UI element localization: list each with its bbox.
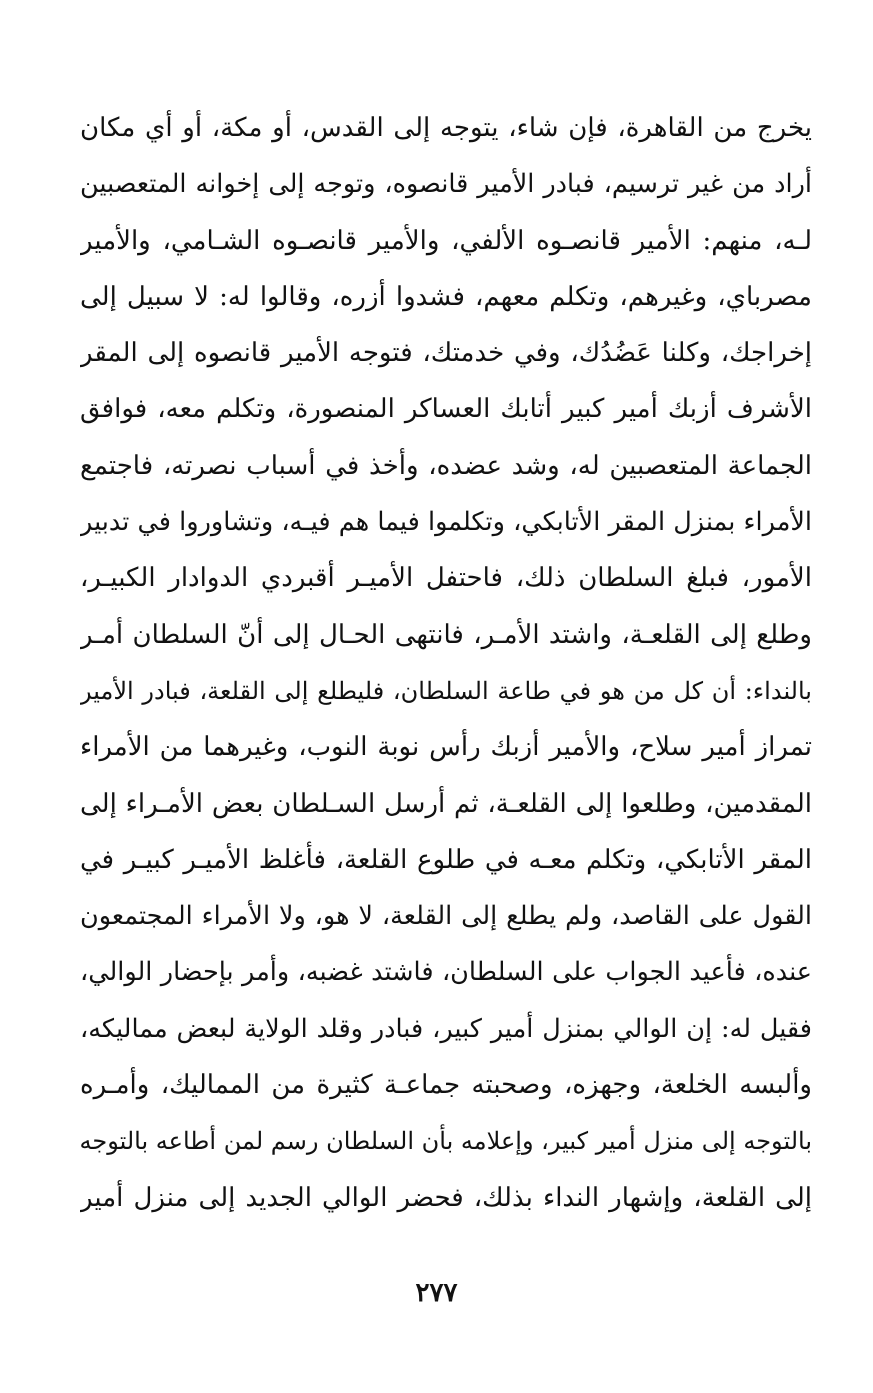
text-line: وألبسه الخلعة، وجهزه، وصحبته جماعـة كثيرة من المماليك، وأمـره: [80, 1070, 812, 1101]
text-line: المقر الأتابكي، وتكلم معـه في طلوع القلعة، فأغلظ الأميـر كبيـر في: [80, 844, 812, 875]
text-line: يخرج من القاهرة، فإن شاء، يتوجه إلى القدس، أو مكة، أو أي مكان: [80, 113, 812, 143]
page-number: ٢٧٧: [415, 1278, 458, 1308]
text-line: مصرباي، وغيرهم، وتكلم معهم، فشدوا أزره، وقالوا له: لا سبيل إلى: [80, 281, 812, 312]
text-line: عنده، فأعيد الجواب على السلطان، فاشتد غضبه، وأمر بإحضار الوالي،: [80, 957, 812, 988]
body-text: [80, 100, 812, 1226]
text-line: المقدمين، وطلعوا إلى القلعـة، ثم أرسل السـلطان بعض الأمـراء إلى: [80, 788, 812, 819]
text-line: الجماعة المتعصبين له، وشد عضده، وأخذ في أسباب نصرته، فاجتمع: [80, 450, 812, 481]
text-line: القول على القاصد، ولم يطلع إلى القلعة، لا هو، ولا الأمراء المجتمعون: [80, 901, 812, 932]
text-line: وطلع إلى القلعـة، واشتد الأمـر، فانتهى الحـال إلى أنّ السلطان أمـر: [80, 619, 812, 650]
text-line: الأشرف أزبك أمير كبير أتابك العساكر المنصورة، وتكلم معه، فوافق: [80, 394, 812, 425]
text-line: تمراز أمير سلاح، والأمير أزبك رأس نوبة النوب، وغيرهما من الأمراء: [80, 732, 812, 763]
text-line: الأمور، فبلغ السلطان ذلك، فاحتفل الأميـر أقبردي الدوادار الكبيـر،: [80, 563, 812, 594]
text-line: فقيل له: إن الوالي بمنزل أمير كبير، فبادر وقلد الولاية لبعض مماليكه،: [80, 1013, 812, 1044]
text-line: بالنداء: أن كل من هو في طاعة السلطان، فليطلع إلى القلعة، فبادر الأمير: [80, 676, 812, 705]
text-line: بالتوجه إلى منزل أمير كبير، وإعلامه بأن السلطان رسم لمن أطاعه بالتوجه: [80, 1127, 812, 1156]
text-line: إخراجك، وكلنا عَضُدُك، وفي خدمتك، فتوجه الأمير قانصوه إلى المقر: [80, 338, 812, 369]
text-line: لـه، منهم: الأمير قانصـوه الألفي، والأمير قانصـوه الشـامي، والأمير: [80, 225, 812, 256]
text-line: أراد من غير ترسيم، فبادر الأمير قانصوه، وتوجه إلى إخوانه المتعصبين: [80, 169, 812, 200]
text-line: الأمراء بمنزل المقر الأتابكي، وتكلموا فيما هم فيـه، وتشاوروا في تدبير: [80, 507, 812, 538]
text-line: إلى القلعة، وإشهار النداء بذلك، فحضر الوالي الجديد إلى منزل أمير: [80, 1182, 812, 1213]
